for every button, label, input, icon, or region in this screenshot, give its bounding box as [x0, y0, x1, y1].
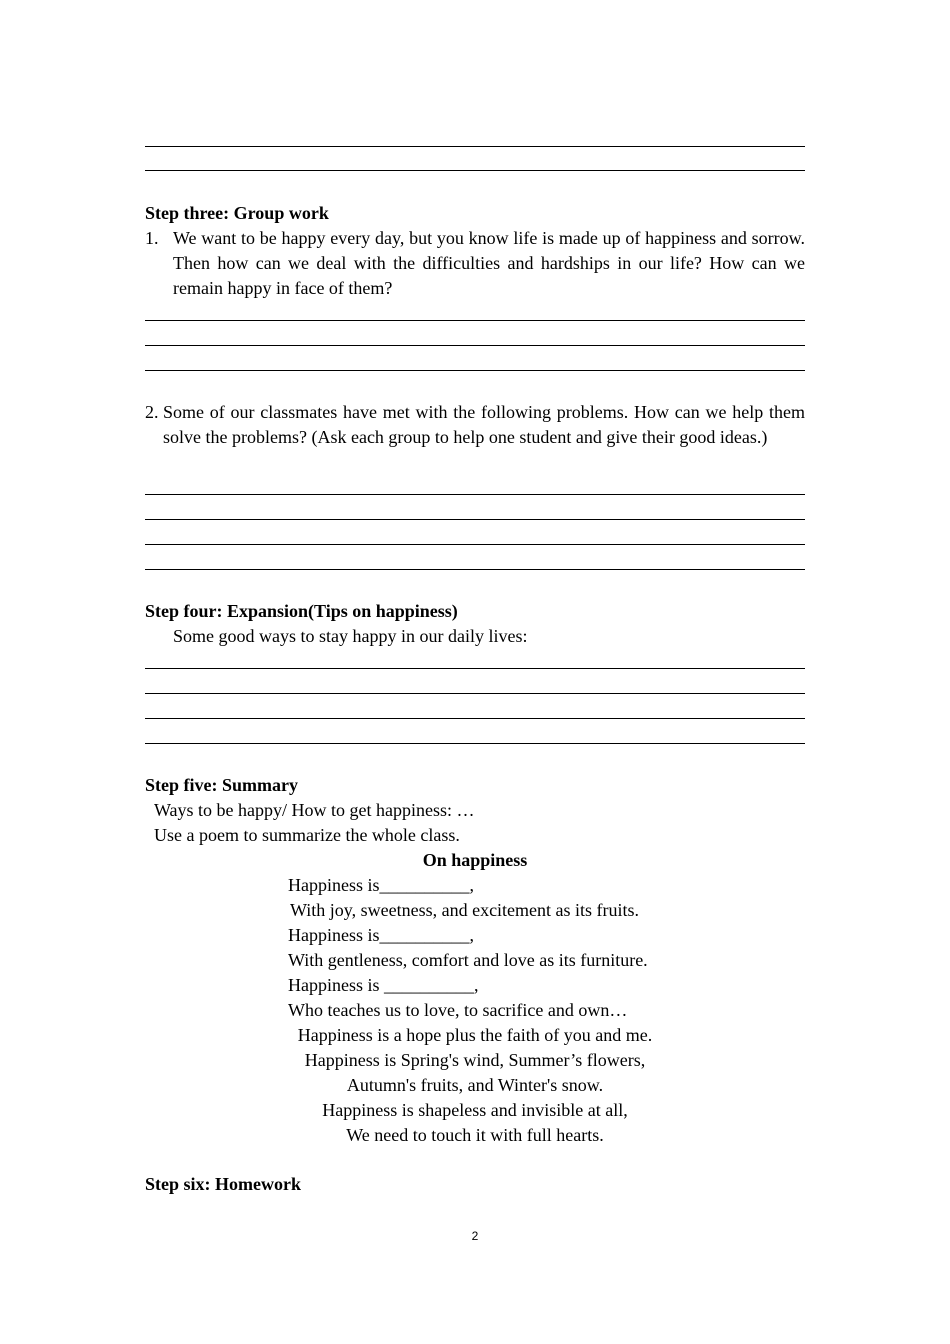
poem-line: With gentleness, comfort and love as its furniture.: [288, 950, 648, 970]
answer-line: [145, 718, 805, 719]
poem-line: Autumn's fruits, and Winter's snow.: [346, 1075, 604, 1095]
poem-line: Happiness is __________,: [288, 975, 479, 995]
question-1-text: We want to be happy every day, but you know life is made up of happiness and sorrow. Then how can we deal with the difficulties and hardships in our life? How can we remain happy in face of them?: [173, 228, 805, 298]
summary-line-1: Ways to be happy/ How to get happiness: …: [154, 800, 475, 820]
answer-line: [145, 170, 805, 171]
step-six-heading: Step six: Homework: [145, 1174, 301, 1194]
answer-line: [145, 519, 805, 520]
answer-line: [145, 693, 805, 694]
summary-line-2: Use a poem to summarize the whole class.: [154, 825, 460, 845]
answer-line: [145, 345, 805, 346]
page-number: 2: [471, 1229, 479, 1243]
answer-line: [145, 668, 805, 669]
step-three-heading: Step three: Group work: [145, 203, 329, 223]
question-2-text: Some of our classmates have met with the following problems. How can we help them solve the problems? (Ask each group to help one student and give their good ideas.): [163, 402, 805, 447]
step-four-heading: Step four: Expansion(Tips on happiness): [145, 601, 458, 621]
step-four-intro: Some good ways to stay happy in our daily lives:: [173, 626, 528, 646]
question-1-number: 1.: [145, 228, 159, 248]
answer-line: [145, 320, 805, 321]
poem-line: Happiness is__________,: [288, 925, 474, 945]
poem-line: Happiness is Spring's wind, Summer’s flowers,: [304, 1050, 646, 1070]
answer-line: [145, 743, 805, 744]
poem-line: Happiness is__________,: [288, 875, 474, 895]
answer-line: [145, 370, 805, 371]
answer-line: [145, 494, 805, 495]
question-2-number: 2.: [145, 402, 159, 422]
poem-line: Happiness is shapeless and invisible at all,: [322, 1100, 628, 1120]
answer-line: [145, 569, 805, 570]
poem-line: Happiness is a hope plus the faith of you and me.: [297, 1025, 653, 1045]
poem-line: With joy, sweetness, and excitement as its fruits.: [290, 900, 640, 920]
poem-title: On happiness: [422, 850, 528, 870]
poem-line: Who teaches us to love, to sacrifice and own…: [288, 1000, 628, 1020]
step-five-heading: Step five: Summary: [145, 775, 298, 795]
poem-line: We need to touch it with full hearts.: [346, 1125, 604, 1145]
answer-line: [145, 146, 805, 147]
answer-line: [145, 544, 805, 545]
